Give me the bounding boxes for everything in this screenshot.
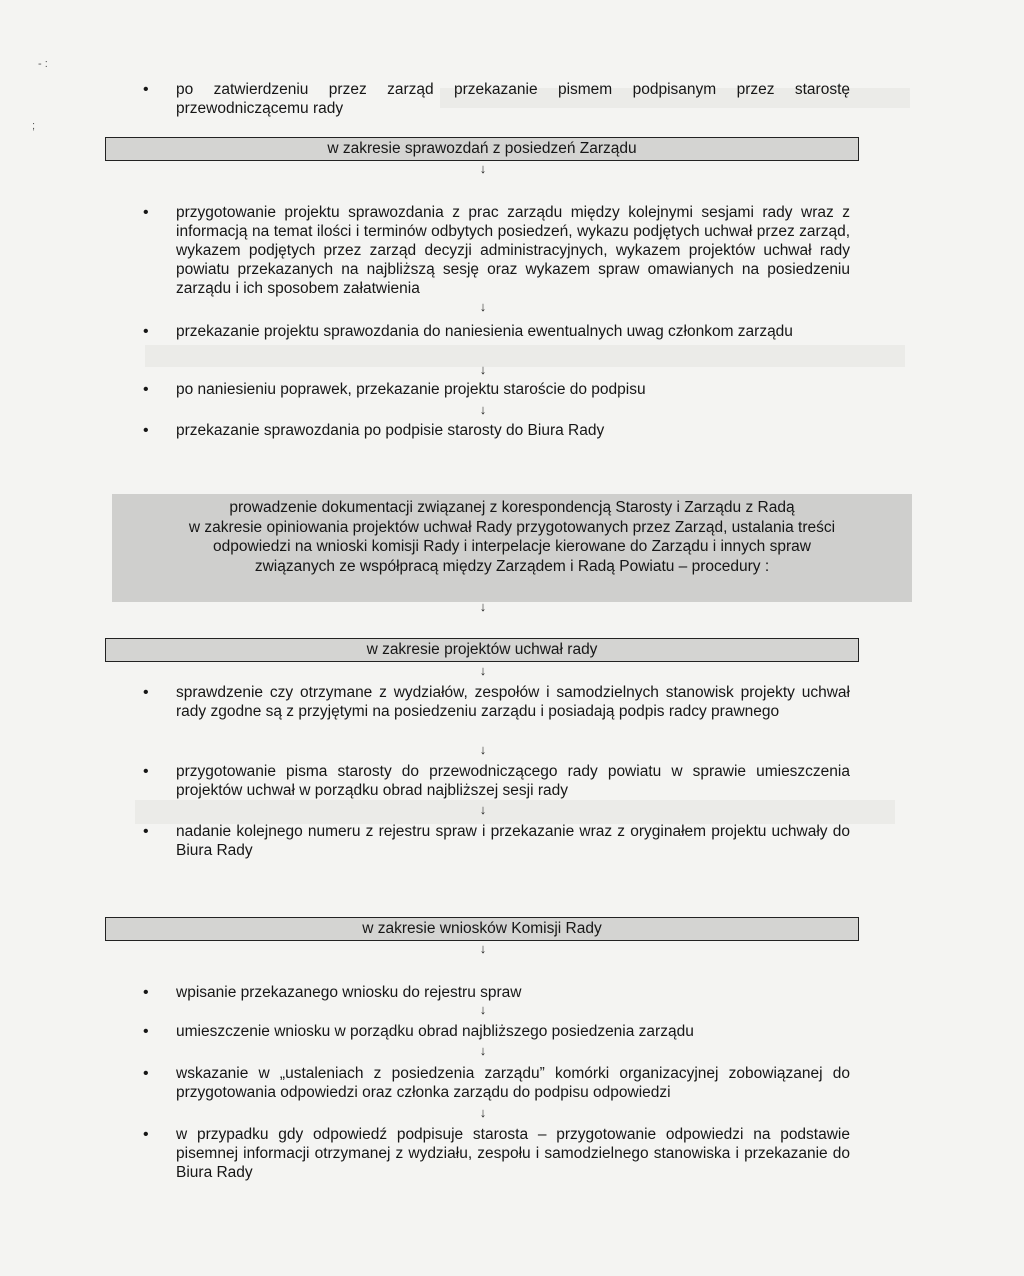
list-item-text: umieszczenie wniosku w porządku obrad najbliższego posiedzenia zarządu — [176, 1023, 694, 1040]
bullet-icon: • — [143, 1126, 149, 1143]
correspondence-box — [112, 494, 912, 602]
scan-mark: - : — [38, 58, 48, 70]
bullet-icon: • — [143, 823, 149, 840]
list-item-text: po zatwierdzeniu przez zarząd przekazanie pismem podpisanym przez starostę przewodniczącemu rady — [176, 81, 850, 117]
section-header-projects: w zakresie projektów uchwał rady — [105, 638, 859, 662]
bullet-icon: • — [143, 422, 149, 439]
list-item — [145, 762, 850, 800]
list-item — [145, 1064, 850, 1102]
list-item — [145, 1125, 850, 1182]
list-item — [145, 322, 850, 341]
arrow-down-icon: ↓ — [479, 742, 487, 757]
bullet-icon: • — [143, 204, 149, 221]
list-item-text: przygotowanie pisma starosty do przewodniczącego rady powiatu w sprawie umieszczenia projektów uchwał w porządku obrad najbliższej sesji rady — [176, 763, 850, 799]
bullet-icon: • — [143, 684, 149, 701]
bullet-icon: • — [143, 381, 149, 398]
bullet-icon: • — [143, 323, 149, 340]
bullet-icon: • — [143, 81, 149, 98]
bullet-icon: • — [143, 1023, 149, 1040]
list-item — [145, 1022, 850, 1041]
arrow-down-icon: ↓ — [479, 161, 487, 176]
arrow-down-icon: ↓ — [479, 941, 487, 956]
list-item — [145, 421, 850, 440]
list-item-text: sprawdzenie czy otrzymane z wydziałów, zespołów i samodzielnych stanowisk projekty uchwał rady zgodne są z przyjętymi na posiedzeniu zarządu i posiadają podpis radcy prawnego — [176, 684, 850, 720]
section-header-motions: w zakresie wniosków Komisji Rady — [105, 917, 859, 941]
section-header-reports: w zakresie sprawozdań z posiedzeń Zarządu — [105, 137, 859, 161]
list-item — [145, 822, 850, 860]
arrow-down-icon: ↓ — [479, 1002, 487, 1017]
list-item — [145, 683, 850, 721]
bleed-through-bar — [145, 345, 905, 367]
list-item-text: w przypadku gdy odpowiedź podpisuje starosta – przygotowanie odpowiedzi na podstawie pisemnej informacji otrzymanej z wydziału, zespołu i samodzielnego stanowiska i przekazanie do Biura Rady — [176, 1126, 850, 1181]
bullet-icon: • — [143, 984, 149, 1001]
list-item-text: wskazanie w „ustaleniach z posiedzenia zarządu” komórki organizacyjnej zobowiązanej do przygotowania odpowiedzi oraz członka zarządu do podpisu odpowiedzi — [176, 1065, 850, 1101]
list-item-text: przekazanie projektu sprawozdania do naniesienia ewentualnych uwag członkom zarządu — [176, 323, 793, 340]
arrow-down-icon: ↓ — [479, 402, 487, 417]
arrow-down-icon: ↓ — [479, 1105, 487, 1120]
bullet-icon: • — [143, 763, 149, 780]
scan-mark: ; — [32, 120, 36, 132]
arrow-down-icon: ↓ — [479, 663, 487, 678]
box-line: prowadzenie dokumentacji związanej z korespondencją Starosty i Zarządu z Radą — [229, 499, 795, 516]
arrow-down-icon: ↓ — [479, 299, 487, 314]
bullet-icon: • — [143, 1065, 149, 1082]
box-line: odpowiedzi na wnioski komisji Rady i interpelacje kierowane do Zarządu i innych spraw — [213, 538, 811, 555]
list-item — [145, 80, 850, 118]
list-item-text: po naniesieniu poprawek, przekazanie projektu staroście do podpisu — [176, 381, 646, 398]
box-line: związanych ze współpracą między Zarządem i Radą Powiatu – procedury : — [254, 557, 770, 575]
list-item-text: nadanie kolejnego numeru z rejestru spraw i przekazanie wraz z oryginałem projektu uchwały do Biura Rady — [176, 823, 850, 859]
list-item-text: przygotowanie projektu sprawozdania z prac zarządu między kolejnymi sesjami rady wraz z informacją na temat ilości i terminów odbytych posiedzeń, wykazu podjętych uchwał przez zarząd, wykazem podjętych przez zarząd decyzji administracyjnych, wykazem projektów uchwał rady powiatu przekazanych na najbliższą sesję oraz wykazem spraw omawianych na posiedzeniu zarządu i ich sposobem załatwienia — [176, 204, 850, 297]
box-line: w zakresie opiniowania projektów uchwał Rady przygotowanych przez Zarząd, ustalania treści — [188, 518, 836, 536]
list-item-text: wpisanie przekazanego wniosku do rejestru spraw — [176, 984, 522, 1001]
arrow-down-icon: ↓ — [479, 599, 487, 614]
list-item-text: przekazanie sprawozdania po podpisie starosty do Biura Rady — [176, 422, 605, 439]
arrow-down-icon: ↓ — [479, 802, 487, 817]
list-item — [145, 203, 850, 298]
list-item — [145, 983, 850, 1002]
arrow-down-icon: ↓ — [479, 362, 487, 377]
bleed-through-bar — [135, 800, 895, 824]
list-item — [145, 380, 850, 399]
arrow-down-icon: ↓ — [479, 1043, 487, 1058]
